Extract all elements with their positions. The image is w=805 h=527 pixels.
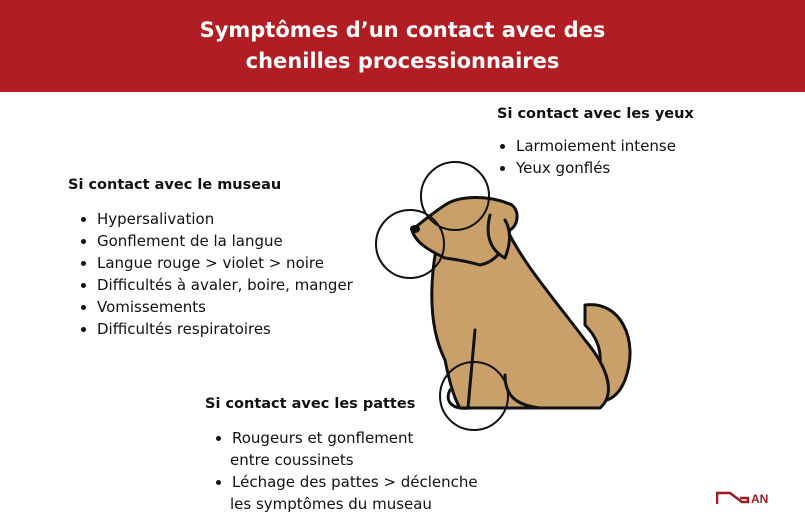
eyes-list [494,135,676,179]
title-line-2: chenilles processionnaires [245,49,560,73]
list-item: • Rougeurs et gonflement [232,427,478,449]
list-item: • Larmoiement intense [516,135,676,157]
title-line-1: Symptômes d’un contact avec des [199,18,606,42]
list-item: • Vomissements [97,296,353,318]
list-item: • Langue rouge > violet > noire [97,252,353,274]
muzzle-list [75,208,353,340]
paws-list [210,427,478,515]
dog-nose [410,225,420,233]
list-item: • Difficultés à avaler, boire, manger [97,274,353,296]
list-item: • Yeux gonflés [516,157,676,179]
list-item: • Difficultés respiratoires [97,318,353,340]
eyes-heading: Si contact avec les yeux [497,106,694,122]
paws-heading: Si contact avec les pattes [205,396,416,412]
list-item: • Hypersalivation [97,208,353,230]
list-item-continued: les symptômes du museau [230,495,432,513]
list-item: • Gonflement de la langue [97,230,353,252]
ngan-logo [716,490,792,508]
list-item-continued: entre coussinets [230,451,354,469]
svg-text:AN: AN [751,492,769,506]
muzzle-heading: Si contact avec le museau [68,177,282,193]
list-item: • Léchage des pattes > déclenche [232,471,478,493]
